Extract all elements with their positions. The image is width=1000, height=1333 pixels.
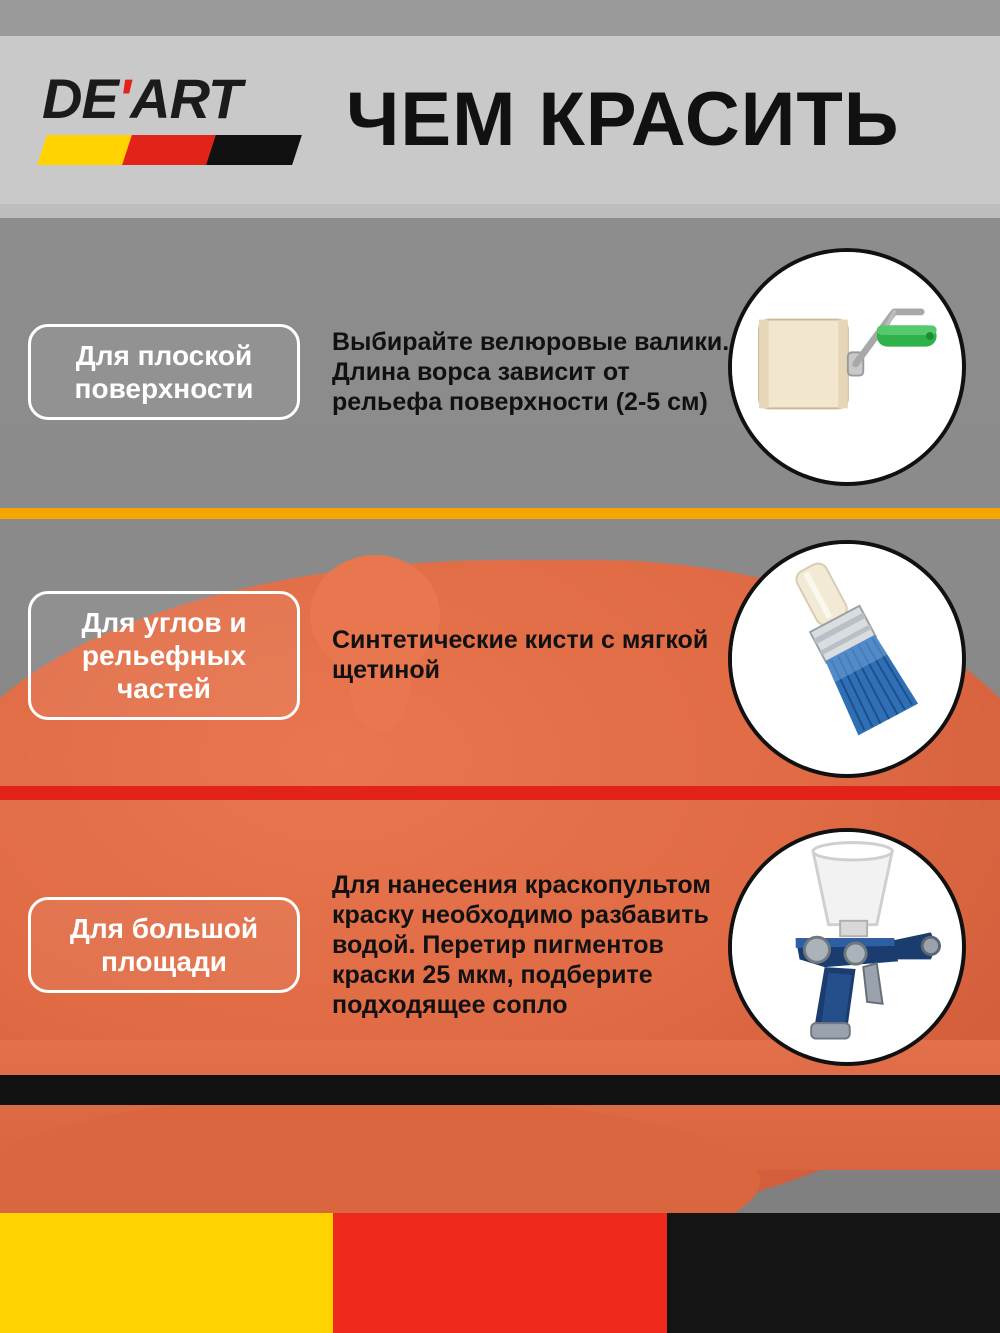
- divider-red: [0, 786, 1000, 800]
- footer-flag-red: [333, 1213, 666, 1333]
- divider-orange: [0, 508, 1000, 519]
- divider-black: [0, 1075, 1000, 1105]
- brand-logo-art: ART: [130, 67, 242, 130]
- pill-label-large-area: Для большой площади: [28, 897, 300, 993]
- pill-label-corners: Для углов и рельефных частей: [28, 591, 300, 720]
- brand-logo: [42, 69, 300, 171]
- brand-flag-yellow: [37, 135, 132, 165]
- brand-flag: [42, 135, 296, 165]
- paint-roller-icon: [728, 248, 966, 486]
- footer-flag-black: [667, 1213, 1000, 1333]
- description-corners: Синтетические кисти с мягкой щетиной: [332, 626, 709, 684]
- brand-logo-apostrophe: ': [117, 67, 131, 130]
- brand-logo-text: [42, 69, 300, 129]
- header: [0, 36, 1000, 204]
- description-flat-surface: Выбирайте велюровые валики. Длина ворса зависит от рельефа поверхности (2-5 см): [332, 328, 730, 416]
- paint-brush-icon: [728, 540, 966, 778]
- footer-flag: [0, 1213, 1000, 1333]
- brand-logo-de: DE: [42, 67, 118, 130]
- description-large-area: Для нанесения краскопультом краску необходимо разбавить водой. Перетир пигментов краски 25 мкм, подберите подходящее сопло: [332, 871, 711, 1019]
- brand-flag-black: [206, 135, 301, 165]
- pill-label-flat-surface: Для плоской поверхности: [28, 324, 300, 420]
- spray-gun-icon: [728, 828, 966, 1066]
- footer-flag-yellow: [0, 1213, 333, 1333]
- top-band: [0, 0, 1000, 36]
- header-underline-band: [0, 204, 1000, 218]
- page-title: ЧЕМ КРАСИТЬ: [346, 77, 900, 162]
- brand-flag-red: [122, 135, 217, 165]
